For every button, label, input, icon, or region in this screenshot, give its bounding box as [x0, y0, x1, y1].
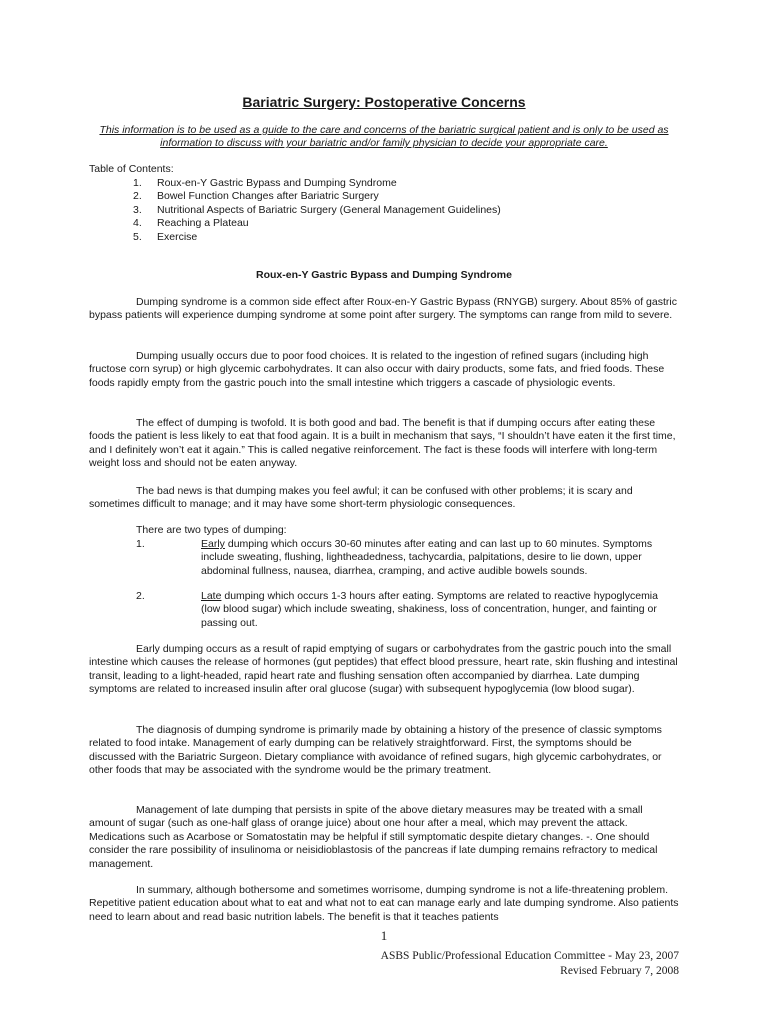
footer: [381, 949, 679, 978]
paragraph-text: The diagnosis of dumping syndrome is primarily made by obtaining a history of the presence of classic symptoms related to food intake. Management of early dumping can be relatively straightforward. First, the symptoms should be discussed with the Bariatric Surgeon. Dietary compliance with avoidance of refined sugars, high glycemic carbohydrates, or other foods that may be associated with the syndrome would be the primary treatment.: [89, 724, 662, 777]
toc-item: [89, 190, 501, 203]
paragraph: [89, 350, 679, 390]
table-of-contents: [89, 177, 501, 244]
toc-item-number: 2.: [133, 190, 142, 203]
toc-item-label: Exercise: [157, 230, 198, 243]
paragraph-text: Dumping syndrome is a common side effect after Roux-en-Y Gastric Bypass (RNYGB) surgery. About 85% of gastric bypass patients will experience dumping syndrome at some point after surgery. The symptoms can range from mild to severe.: [89, 296, 677, 322]
list-item-term: Late: [201, 590, 222, 602]
toc-item-number: 5.: [133, 230, 142, 243]
footer-revised: Revised February 7, 2008: [560, 964, 679, 977]
toc-item-number: 1.: [133, 177, 142, 189]
paragraph: [89, 485, 679, 512]
footer-committee: ASBS Public/Professional Education Committee - May 23, 2007: [380, 950, 679, 962]
paragraph-text: In summary, although bothersome and sometimes worrisome, dumping syndrome is not a life-threatening problem. Repetitive patient education about what to eat and what not to eat can manage early and late dumping syndrome. Also patients need to learn about and read basic nutrition labels. The benefit is that it teaches patients: [89, 884, 679, 923]
list-item-number: 1.: [136, 538, 145, 550]
toc-item: [89, 177, 501, 190]
types-intro: [89, 524, 679, 537]
paragraph: [89, 884, 679, 924]
page-number: 1: [380, 928, 388, 943]
toc-item: [89, 217, 501, 230]
toc-item-number: 4.: [133, 217, 142, 230]
list-item-term: Early: [201, 538, 225, 550]
paragraph: [89, 804, 679, 871]
page-title: Bariatric Surgery: Postoperative Concerns: [242, 94, 526, 110]
paragraph: [89, 417, 679, 471]
types-intro-text: There are two types of dumping:: [136, 524, 287, 536]
list-item-text: dumping which occurs 1-3 hours after eating. Symptoms are related to reactive hypoglycemia (low blood sugar) which include sweating, shakiness, loss of concentration, hunger, and fainting or passing out.: [201, 590, 658, 629]
paragraph: [89, 724, 679, 778]
disclaimer-text: This information is to be used as a guide to the care and concerns of the bariatric surgical patient and is only to be used as information to discuss with your bariatric and/or family physician to decide your appropriate care.: [99, 124, 669, 150]
paragraph-text: Dumping usually occurs due to poor food choices. It is related to the ingestion of refined sugars (including high fructose corn syrup) or high glycemic carbohydrates. It can also occur with dairy products, some fats, and fried foods. These foods rapidly empty from the gastric pouch into the small intestine which triggers a cascade of physiologic events.: [89, 350, 665, 389]
paragraph: [89, 296, 679, 323]
paragraph-text: The effect of dumping is twofold. It is both good and bad. The benefit is that if dumping occurs after eating these foods the patient is less likely to eat that food again. It is a built in mechanism that says, “I shouldn’t have eaten it the first time, and I definitely won’t eat it again.” This is called negative reinforcement. The fact is these foods will interfere with long-term weight loss and should not be eaten anyway.: [89, 417, 676, 470]
toc-item: [89, 204, 501, 217]
list-item-text: dumping which occurs 30-60 minutes after eating and can last up to 60 minutes. Symptoms include sweating, flushing, lightheadedness, tachycardia, palpitations, desire to lie down, upper abdominal fullness, nausea, diarrhea, cramping, and active audible bowels sounds.: [201, 538, 653, 577]
toc-item-label: Roux-en-Y Gastric Bypass and Dumping Syndrome: [157, 177, 397, 189]
section-heading: Roux-en-Y Gastric Bypass and Dumping Syndrome: [256, 269, 512, 281]
paragraph: [89, 643, 679, 697]
toc-heading: Table of Contents:: [89, 163, 174, 175]
toc-item-number: 3.: [133, 203, 142, 216]
toc-item-label: Bowel Function Changes after Bariatric Surgery: [157, 190, 379, 203]
list-item-number: 2.: [136, 590, 145, 602]
toc-item-label: Nutritional Aspects of Bariatric Surgery (General Management Guidelines): [157, 203, 501, 216]
paragraph-text: The bad news is that dumping makes you feel awful; it can be confused with other problems; it is scary and sometimes difficult to manage; and it may have some short-term physiologic consequences.: [89, 485, 633, 511]
paragraph-text: Management of late dumping that persists in spite of the above dietary measures may be treated with a small amount of sugar (such as one-half glass of orange juice) about one hour after a meal, which may prevent the attack. Medications such as Acarbose or Somatostatin may be helpful if still symptomatic despite dietary changes. -. One should consider the rare possibility of insulinoma or neisidioblastosis of the pancreas if late dumping remains refractory to medical management.: [89, 804, 658, 870]
toc-item: [89, 231, 501, 244]
paragraph-text: Early dumping occurs as a result of rapid emptying of sugars or carbohydrates from the gastric pouch into the small intestine which causes the release of hormones (gut peptides) that effect blood pressure, heart rate, skin flushing and intestinal transit, leading to a light-headed, rapid heart rate and flushing sensation often accompanied by diarrhea. Late dumping symptoms are related to increased insulin after oral glucose (sugar) with subsequent hypoglycemia (low blood sugar).: [89, 643, 678, 696]
toc-item-label: Reaching a Plateau: [157, 217, 249, 230]
